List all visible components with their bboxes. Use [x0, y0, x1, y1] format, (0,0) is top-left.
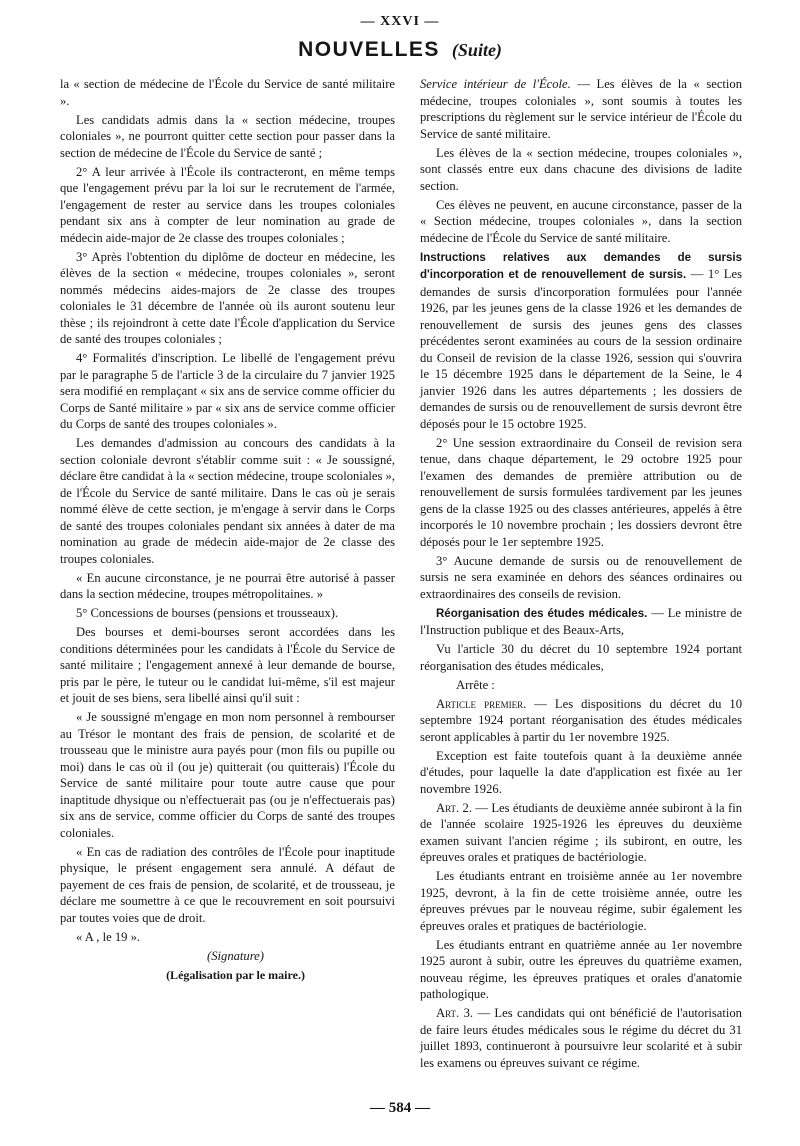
title-suite: (Suite)	[451, 40, 502, 60]
left-column	[60, 76, 395, 986]
paragraph: Arrête :	[456, 677, 495, 692]
paragraph-body: — Les étudiants de deuxième année subiront à la fin de l'année scolaire 1925-1926 les épreuves du deuxième examen suivant l'ancien régime ; ils subiront, en outre, les épreuves orales et pratiques de bactériologie.	[420, 800, 742, 864]
paragraph	[420, 249, 742, 433]
page-number: — 584 —	[370, 1100, 430, 1116]
subsection-heading: Réorganisation des études médicales.	[436, 607, 648, 620]
paragraph: 3° Aucune demande de sursis ou de renouvellement de sursis ne sera examinée en dehors des séances ordinaires ou extraordinaires des conseils de revision.	[420, 553, 742, 601]
paragraph: Les élèves de la « section médecine, troupes coloniales », sont classés entre eux dans chacune des divisions de ladite section.	[420, 145, 742, 193]
right-column	[420, 76, 742, 1074]
paragraph-body: — Les candidats qui ont bénéficié de l'autorisation de faire leurs études médicales sous le régime du décret du 31 juillet 1893, continueront à poursuivre leur scolarité et à subir les examens ou épreuves suivant ce régime.	[420, 1006, 742, 1070]
paragraph: Les candidats admis dans la « section médecine, troupes coloniales », ne pourront quitter cette section pour passer dans la section de médecine de l'École du Service de santé ;	[60, 112, 395, 160]
signature-line	[60, 948, 395, 965]
paragraph: « Je soussigné m'engage en mon nom personnel à rembourser au Trésor le montant des frais de pension, de scolarité et de trousseau que le ministre aura payés pour (mon fils ou pupille ou moi) dans le cas où il (ou je) quitterait (ou quitterais) l'École du Service de santé militaire pour toute autre cause que pour inaptitude dhysique ou n'effectuerait pas (ou je n'effectuerais pas) six ans de service, comme officier du Corps de santé des troupes coloniales.	[60, 710, 395, 840]
paragraph: Ces élèves ne peuvent, en aucune circonstance, passer de la « Section médecine, troupes coloniales », dans la section médecine de l'École du Service de santé militaire.	[420, 197, 742, 245]
paragraph-body: — Les dispositions du décret du 10 septembre 1924 portant réorganisation des études médicales seront applicables à partir du 1er novembre 1925.	[420, 696, 742, 744]
paragraph: 4° Formalités d'inscription. Le libellé de l'engagement prévu par le paragraphe 5 de l'article 3 de la circulaire du 7 janvier 1925 sera modifié en remplaçant « six ans de service comme officier du Corps de Santé militaire » par « six ans de service comme officier du Corps de santé des troupes coloniales ».	[60, 351, 395, 431]
paragraph: 3° Après l'obtention du diplôme de docteur en médecine, les élèves de la section « médecine, troupes coloniales », seront nommés médecins aides-majors de 2e classe des troupes coloniales le 31 décembre de l'année où ils auront soutenu leur thèse ; ils rejoindront à cette date l'École d'application du Service de santé des troupes coloniales ;	[60, 249, 395, 346]
paragraph-body: — Le ministre de l'Instruction publique et des Beaux-Arts,	[420, 605, 742, 637]
paragraph	[420, 1005, 742, 1071]
signature-label: (Signature)	[207, 948, 264, 963]
paragraph: Vu l'article 30 du décret du 10 septembre 1924 portant réorganisation des études médicales,	[420, 642, 742, 673]
paragraph-body: — 1° Les demandes de sursis d'incorporation formulées pour l'année 1926, par les jeunes gens de la classe 1926 et les demandes de renouvellement de sursis des jeunes gens des classes précédentes seront examinées au cours de la session ordinaire du Conseil de revision de la classe 1926, session qui s'ouvrira le 15 décembre 1925 dans le département de la Seine, le 4 janvier 1926 dans les autres départements ; les dossiers de demandes de sursis ou de renouvellement de sursis devront être déposés pour le 15 octobre 1925.	[420, 267, 742, 431]
paragraph	[420, 800, 742, 866]
paragraph: Les étudiants entrant en troisième année au 1er novembre 1925, devront, à la fin de cette troisième année, outre les épreuves prévues par le nouveau régime, subir également les épreuves orales et pratiques de bactériologie.	[420, 869, 742, 933]
paragraph: 2° Une session extraordinaire du Conseil de revision sera tenue, dans chaque département, le 29 octobre 1925 pour l'examen des demandes de première attribution ou de renouvellement de sursis formulées tardivement par les jeunes gens de la classe 1925 ou des classes antérieures, appelés à être incorporés le 10 novembre prochain ; les dossiers devront être déposés pour le 1er septembre 1925.	[420, 435, 742, 549]
paragraph-lead: Service intérieur de l'École.	[420, 77, 571, 91]
paragraph: Les étudiants entrant en quatrième année au 1er novembre 1925 auront à subir, outre les épreuves du quatrième examen, nouveau régime, les épreuves pratiques et orales d'anatomie pathologique.	[420, 937, 742, 1001]
running-head: — XXVI —	[360, 14, 440, 29]
paragraph	[420, 605, 742, 639]
paragraph: 5° Concessions de bourses (pensions et trousseaux).	[76, 606, 339, 620]
section-title	[0, 38, 800, 62]
paragraph: la « section de médecine de l'École du Service de santé militaire ».	[60, 77, 395, 108]
article-label: Art. 3.	[436, 1006, 474, 1020]
paragraph: Les demandes d'admission au concours des candidats à la section coloniale devront s'établir comme suit : « Je soussigné, déclare être candidat à la « section médecine, troupe scoloniales », de l'École du Service de santé militaire. Dans le cas où je serais nommé élève de cette section, je m'engage à servir dans le Corps de santé des troupes coloniales pendant six années à dater de ma nomination au grade de médecin aide-major de 2e classe des troupes coloniales.	[60, 436, 395, 566]
paragraph	[420, 76, 742, 142]
paragraph: « En cas de radiation des contrôles de l'École pour inaptitude physique, le présent engagement sera annulé. A défaut de payement de ces frais de pension, de scolarité, et de trousseau, je déclare me soumettre à ce que le recouvrement en soit poursuivi par toutes voies que de droit.	[60, 844, 395, 925]
subsection-heading: Instructions relatives aux demandes de sursis d'incorporation et de renouvellement de sursis.	[420, 251, 742, 281]
paragraph: Exception est faite toutefois quant à la deuxième année d'études, pour laquelle la date d'application est fixée au 1er novembre 1926.	[420, 748, 742, 796]
paragraph-body: — Les élèves de la « section médecine, troupes coloniales », sont soumis à toutes les prescriptions du règlement sur le service intérieur de l'École du Service de santé militaire.	[420, 77, 742, 141]
article-label: Art. 2.	[436, 800, 473, 815]
paragraph: « En aucune circonstance, je ne pourrai être autorisé à passer dans la section médecine, troupes métropolitaines. »	[60, 570, 395, 601]
title-main: NOUVELLES	[298, 38, 440, 61]
date-line: « A , le 19 ».	[76, 929, 141, 944]
paragraph	[420, 696, 742, 746]
legalisation-line: (Légalisation par le maire.)	[166, 967, 305, 982]
paragraph: Des bourses et demi-bourses seront accordées dans les conditions déterminées pour les candidats à l'École du Service de santé militaire ; l'engagement annexé à leur demande de bourse, pris par le père, le tuteur ou le candidat lui-même, s'il est majeur et jouit de ses biens, sera libellé ainsi qu'il suit :	[60, 625, 395, 705]
article-label: Article premier.	[436, 696, 527, 711]
paragraph: 2° A leur arrivée à l'École ils contracteront, en même temps que l'engagement prévu par la loi sur le recrutement de l'armée, l'engagement de rester au service dans les troupes coloniales pendant six ans à compter de leur nomination au grade de médecin aide-major de 2e classe des troupes coloniales ;	[60, 164, 395, 245]
